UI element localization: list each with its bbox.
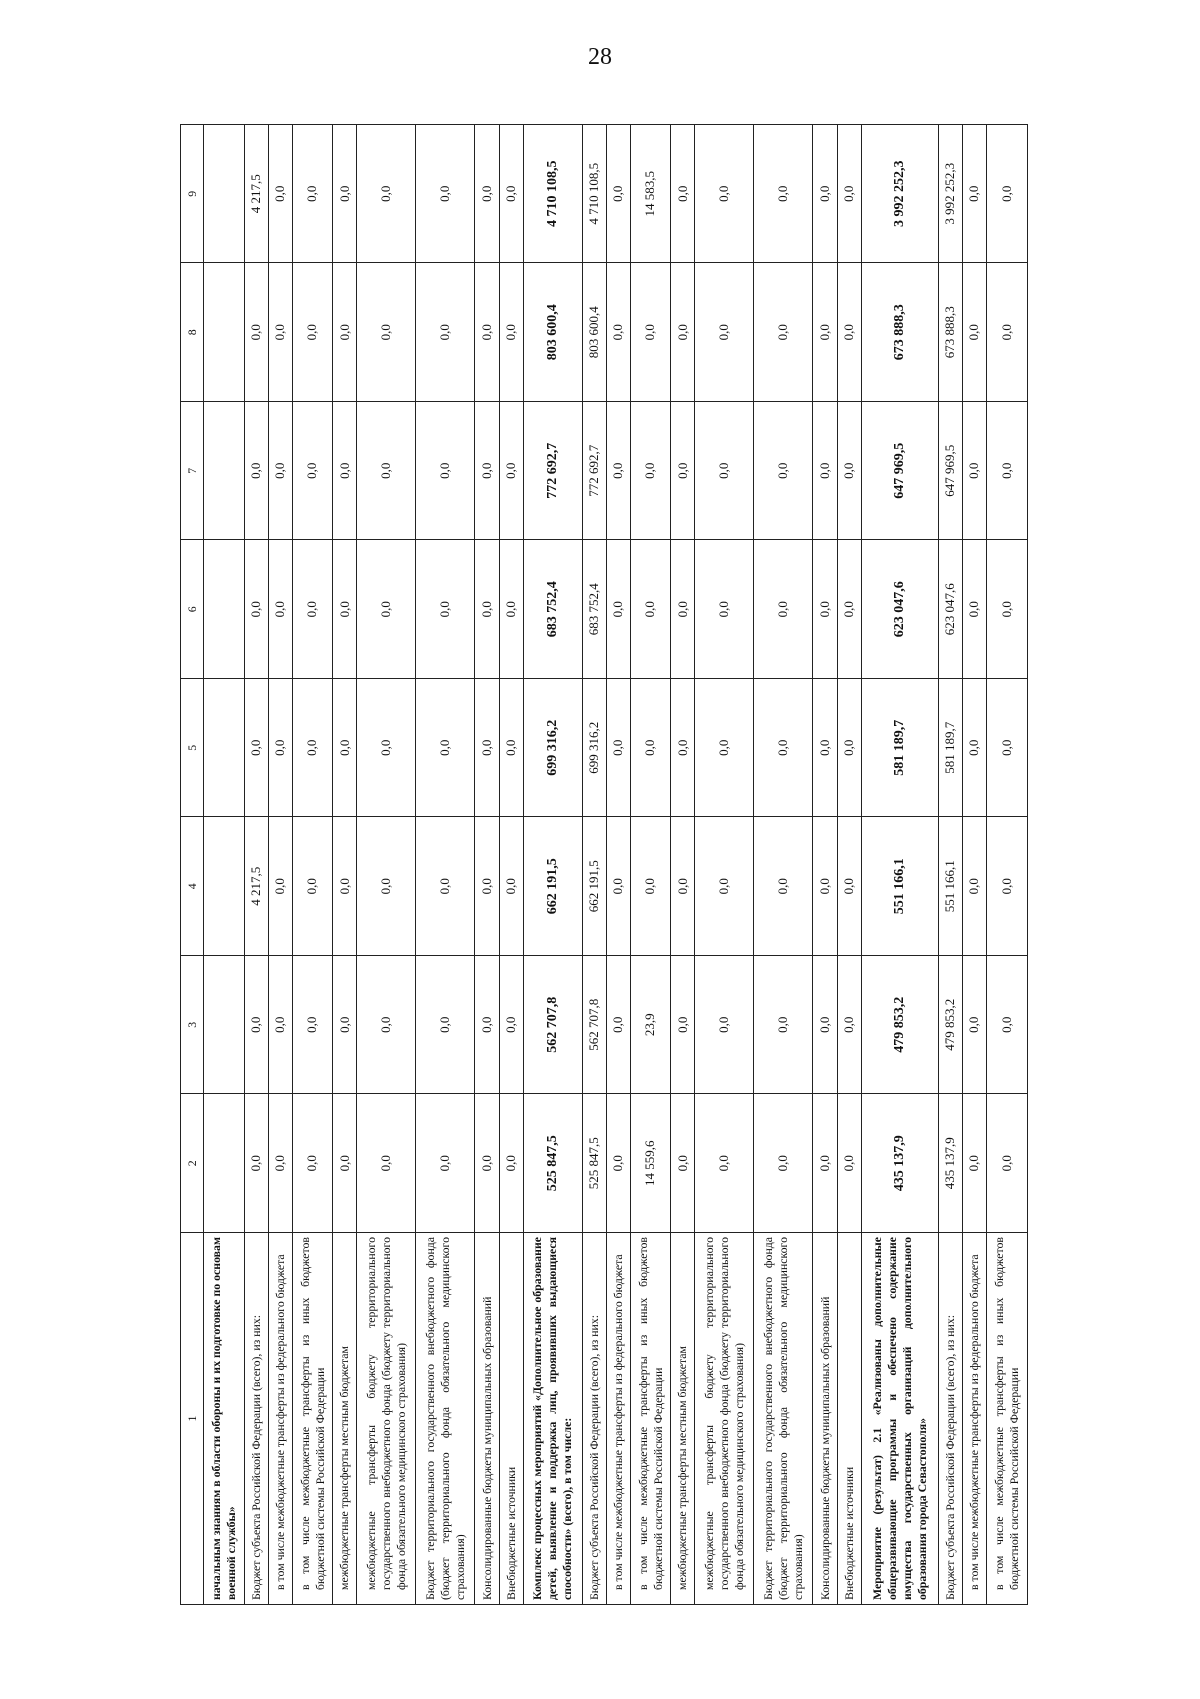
table-row — [523, 125, 582, 1605]
value-cell: 4 710 108,5 — [523, 125, 582, 264]
value-cell: 0,0 — [987, 956, 1028, 1095]
value-cell: 0,0 — [268, 817, 292, 956]
value-cell: 662 191,5 — [582, 817, 606, 956]
table-row — [606, 125, 630, 1605]
value-cell: 0,0 — [268, 679, 292, 818]
value-cell: 0,0 — [499, 263, 523, 402]
table-row — [939, 125, 963, 1605]
value-cell: 0,0 — [244, 679, 268, 818]
value-cell: 525 847,5 — [523, 1094, 582, 1233]
value-cell: 0,0 — [357, 817, 416, 956]
value-cell: 0,0 — [333, 125, 357, 264]
row-label: Внебюджетные источники — [499, 1233, 523, 1605]
value-cell: 581 189,7 — [861, 679, 938, 818]
column-header: 8 — [181, 263, 204, 402]
value-cell: 0,0 — [671, 1094, 695, 1233]
row-label: Бюджет субъекта Российской Федерации (всего), из них: — [244, 1233, 268, 1605]
value-cell: 0,0 — [333, 817, 357, 956]
table-row — [630, 125, 671, 1605]
value-cell: 0,0 — [630, 540, 671, 679]
table-row — [292, 125, 333, 1605]
value-cell: 0,0 — [357, 679, 416, 818]
value-cell: 562 707,8 — [523, 956, 582, 1095]
value-cell — [204, 402, 245, 541]
table-row — [333, 125, 357, 1605]
row-label: межбюджетные трансферты бюджету территориального государственного внебюджетного фонда (бюджету территориального фонда обязательного медицинского страхования) — [357, 1233, 416, 1605]
value-cell: 0,0 — [244, 540, 268, 679]
table-row — [475, 125, 499, 1605]
table-row — [244, 125, 268, 1605]
value-cell: 0,0 — [499, 679, 523, 818]
column-header: 4 — [181, 817, 204, 956]
value-cell: 0,0 — [987, 679, 1028, 818]
value-cell: 0,0 — [606, 263, 630, 402]
value-cell: 14 559,6 — [630, 1094, 671, 1233]
value-cell: 0,0 — [630, 817, 671, 956]
column-header: 6 — [181, 540, 204, 679]
value-cell: 581 189,7 — [939, 679, 963, 818]
value-cell: 0,0 — [333, 540, 357, 679]
value-cell: 699 316,2 — [523, 679, 582, 818]
value-cell: 0,0 — [357, 402, 416, 541]
column-header: 9 — [181, 125, 204, 264]
value-cell — [204, 263, 245, 402]
value-cell: 0,0 — [499, 540, 523, 679]
value-cell: 673 888,3 — [861, 263, 938, 402]
value-cell: 0,0 — [268, 1094, 292, 1233]
value-cell: 0,0 — [837, 679, 861, 818]
value-cell: 562 707,8 — [582, 956, 606, 1095]
value-cell: 0,0 — [695, 817, 754, 956]
value-cell: 803 600,4 — [582, 263, 606, 402]
value-cell: 0,0 — [671, 817, 695, 956]
table-row — [987, 125, 1028, 1605]
value-cell: 0,0 — [499, 956, 523, 1095]
value-cell: 479 853,2 — [939, 956, 963, 1095]
value-cell: 3 992 252,3 — [939, 125, 963, 264]
value-cell: 0,0 — [357, 263, 416, 402]
value-cell: 0,0 — [416, 817, 475, 956]
row-label: Консолидированные бюджеты муниципальных образований — [813, 1233, 837, 1605]
value-cell: 699 316,2 — [582, 679, 606, 818]
value-cell: 0,0 — [416, 540, 475, 679]
value-cell: 0,0 — [292, 125, 333, 264]
value-cell: 0,0 — [754, 817, 813, 956]
value-cell — [204, 817, 245, 956]
value-cell: 0,0 — [754, 402, 813, 541]
value-cell: 0,0 — [987, 1094, 1028, 1233]
value-cell: 0,0 — [244, 402, 268, 541]
table-row — [695, 125, 754, 1605]
page-number: 28 — [588, 44, 612, 70]
rotated-table-container — [180, 125, 1028, 1605]
row-label: Мероприятие (результат) 2.1 «Реализованы дополнительные общеразвивающие программы и обеспечено содержание имущества государственных организаций дополнительного образования города Севастополя» — [861, 1233, 938, 1605]
value-cell: 673 888,3 — [939, 263, 963, 402]
value-cell: 0,0 — [268, 540, 292, 679]
value-cell: 0,0 — [837, 125, 861, 264]
value-cell: 0,0 — [963, 1094, 987, 1233]
value-cell: 0,0 — [244, 1094, 268, 1233]
value-cell: 0,0 — [475, 402, 499, 541]
value-cell: 0,0 — [837, 956, 861, 1095]
budget-table — [180, 124, 1028, 1605]
value-cell: 0,0 — [813, 263, 837, 402]
value-cell: 0,0 — [695, 540, 754, 679]
value-cell: 0,0 — [695, 263, 754, 402]
value-cell: 0,0 — [499, 402, 523, 541]
value-cell: 0,0 — [987, 817, 1028, 956]
table-row — [499, 125, 523, 1605]
value-cell: 0,0 — [813, 540, 837, 679]
value-cell: 14 583,5 — [630, 125, 671, 264]
value-cell: 0,0 — [268, 956, 292, 1095]
value-cell: 0,0 — [357, 125, 416, 264]
value-cell: 0,0 — [987, 540, 1028, 679]
row-label: начальным знаниям в области обороны и их подготовке по основам военной службы» — [204, 1233, 245, 1605]
column-header: 5 — [181, 679, 204, 818]
value-cell: 0,0 — [416, 263, 475, 402]
value-cell: 623 047,6 — [939, 540, 963, 679]
value-cell: 0,0 — [963, 540, 987, 679]
value-cell: 0,0 — [695, 402, 754, 541]
value-cell: 0,0 — [754, 956, 813, 1095]
value-cell: 0,0 — [606, 679, 630, 818]
value-cell: 0,0 — [695, 125, 754, 264]
value-cell: 0,0 — [292, 956, 333, 1095]
value-cell: 0,0 — [754, 263, 813, 402]
value-cell: 0,0 — [357, 540, 416, 679]
value-cell: 0,0 — [837, 540, 861, 679]
value-cell — [204, 679, 245, 818]
value-cell: 3 992 252,3 — [861, 125, 938, 264]
value-cell: 0,0 — [754, 125, 813, 264]
value-cell: 551 166,1 — [939, 817, 963, 956]
row-label: в том числе межбюджетные трансферты из иных бюджетов бюджетной системы Российской Федерации — [292, 1233, 333, 1605]
value-cell: 0,0 — [754, 540, 813, 679]
value-cell: 647 969,5 — [939, 402, 963, 541]
value-cell: 551 166,1 — [861, 817, 938, 956]
value-cell: 0,0 — [499, 817, 523, 956]
row-label: в том числе межбюджетные трансферты из иных бюджетов бюджетной системы Российской Федерации — [987, 1233, 1028, 1605]
value-cell: 0,0 — [357, 1094, 416, 1233]
value-cell: 23,9 — [630, 956, 671, 1095]
table-row — [204, 125, 245, 1605]
value-cell: 4 710 108,5 — [582, 125, 606, 264]
value-cell: 0,0 — [630, 679, 671, 818]
value-cell: 0,0 — [671, 125, 695, 264]
value-cell: 0,0 — [963, 263, 987, 402]
table-row — [268, 125, 292, 1605]
value-cell: 0,0 — [292, 540, 333, 679]
value-cell: 435 137,9 — [861, 1094, 938, 1233]
value-cell: 0,0 — [813, 1094, 837, 1233]
value-cell: 4 217,5 — [244, 817, 268, 956]
value-cell: 0,0 — [333, 679, 357, 818]
value-cell: 0,0 — [837, 263, 861, 402]
value-cell: 0,0 — [963, 956, 987, 1095]
value-cell: 0,0 — [499, 125, 523, 264]
value-cell — [204, 540, 245, 679]
row-label: в том числе межбюджетные трансферты из иных бюджетов бюджетной системы Российской Федерации — [630, 1233, 671, 1605]
value-cell: 0,0 — [754, 679, 813, 818]
value-cell: 0,0 — [475, 817, 499, 956]
row-label: Комплекс процессных мероприятий «Дополнительное образование детей, выявление и поддержка лиц, проявивших выдающиеся способности» (всего), в том числе: — [523, 1233, 582, 1605]
value-cell: 0,0 — [837, 1094, 861, 1233]
value-cell: 0,0 — [837, 817, 861, 956]
value-cell — [204, 1094, 245, 1233]
value-cell: 0,0 — [292, 817, 333, 956]
value-cell: 772 692,7 — [523, 402, 582, 541]
value-cell: 0,0 — [475, 540, 499, 679]
value-cell — [204, 125, 245, 264]
value-cell: 0,0 — [963, 679, 987, 818]
value-cell — [204, 956, 245, 1095]
value-cell: 0,0 — [671, 540, 695, 679]
row-label: межбюджетные трансферты местным бюджетам — [333, 1233, 357, 1605]
value-cell: 772 692,7 — [582, 402, 606, 541]
column-header: 2 — [181, 1094, 204, 1233]
value-cell: 0,0 — [292, 679, 333, 818]
table-row — [963, 125, 987, 1605]
value-cell: 0,0 — [268, 263, 292, 402]
value-cell: 0,0 — [244, 263, 268, 402]
row-label: Внебюджетные источники — [837, 1233, 861, 1605]
table-row — [357, 125, 416, 1605]
value-cell: 0,0 — [606, 956, 630, 1095]
table-header-row — [181, 125, 204, 1605]
row-label: в том числе межбюджетные трансферты из федерального бюджета — [963, 1233, 987, 1605]
value-cell: 0,0 — [416, 679, 475, 818]
value-cell: 0,0 — [606, 540, 630, 679]
row-label: Бюджет субъекта Российской Федерации (всего), из них: — [939, 1233, 963, 1605]
row-label: в том числе межбюджетные трансферты из федерального бюджета — [606, 1233, 630, 1605]
value-cell: 0,0 — [268, 402, 292, 541]
value-cell: 0,0 — [987, 125, 1028, 264]
table-row — [813, 125, 837, 1605]
value-cell: 0,0 — [813, 817, 837, 956]
value-cell: 0,0 — [416, 956, 475, 1095]
value-cell: 683 752,4 — [523, 540, 582, 679]
value-cell: 0,0 — [671, 679, 695, 818]
value-cell: 0,0 — [695, 1094, 754, 1233]
value-cell: 0,0 — [416, 125, 475, 264]
value-cell: 0,0 — [813, 402, 837, 541]
value-cell: 0,0 — [606, 125, 630, 264]
column-header: 1 — [181, 1233, 204, 1605]
value-cell: 0,0 — [695, 956, 754, 1095]
value-cell: 0,0 — [333, 1094, 357, 1233]
value-cell: 0,0 — [813, 125, 837, 264]
value-cell: 0,0 — [671, 263, 695, 402]
value-cell: 0,0 — [837, 402, 861, 541]
value-cell: 803 600,4 — [523, 263, 582, 402]
value-cell: 0,0 — [671, 956, 695, 1095]
column-header: 3 — [181, 956, 204, 1095]
value-cell: 0,0 — [630, 402, 671, 541]
value-cell: 662 191,5 — [523, 817, 582, 956]
value-cell: 0,0 — [606, 817, 630, 956]
value-cell: 683 752,4 — [582, 540, 606, 679]
value-cell: 0,0 — [963, 817, 987, 956]
value-cell: 0,0 — [268, 125, 292, 264]
value-cell: 0,0 — [475, 263, 499, 402]
table-row — [837, 125, 861, 1605]
table-row — [416, 125, 475, 1605]
table-row — [671, 125, 695, 1605]
value-cell: 0,0 — [963, 402, 987, 541]
value-cell: 0,0 — [292, 402, 333, 541]
value-cell: 479 853,2 — [861, 956, 938, 1095]
value-cell: 0,0 — [475, 1094, 499, 1233]
table-body — [204, 125, 1028, 1605]
value-cell: 4 217,5 — [244, 125, 268, 264]
value-cell: 0,0 — [987, 263, 1028, 402]
value-cell: 0,0 — [475, 956, 499, 1095]
value-cell: 0,0 — [963, 125, 987, 264]
row-label: в том числе межбюджетные трансферты из федерального бюджета — [268, 1233, 292, 1605]
value-cell: 0,0 — [754, 1094, 813, 1233]
value-cell: 0,0 — [292, 1094, 333, 1233]
table-row — [754, 125, 813, 1605]
value-cell: 0,0 — [333, 402, 357, 541]
value-cell: 0,0 — [333, 956, 357, 1095]
value-cell: 647 969,5 — [861, 402, 938, 541]
column-header: 7 — [181, 402, 204, 541]
value-cell: 0,0 — [292, 263, 333, 402]
value-cell: 0,0 — [416, 402, 475, 541]
value-cell: 0,0 — [606, 402, 630, 541]
value-cell: 525 847,5 — [582, 1094, 606, 1233]
row-label: Бюджет субъекта Российской Федерации (всего), из них: — [582, 1233, 606, 1605]
value-cell: 0,0 — [357, 956, 416, 1095]
table-row — [861, 125, 938, 1605]
value-cell: 0,0 — [987, 402, 1028, 541]
value-cell: 0,0 — [333, 263, 357, 402]
value-cell: 0,0 — [499, 1094, 523, 1233]
value-cell: 0,0 — [813, 956, 837, 1095]
value-cell: 0,0 — [475, 125, 499, 264]
value-cell: 0,0 — [475, 679, 499, 818]
value-cell: 0,0 — [695, 679, 754, 818]
value-cell: 0,0 — [416, 1094, 475, 1233]
value-cell: 0,0 — [630, 263, 671, 402]
row-label: межбюджетные трансферты местным бюджетам — [671, 1233, 695, 1605]
value-cell: 0,0 — [813, 679, 837, 818]
table-row — [582, 125, 606, 1605]
value-cell: 0,0 — [671, 402, 695, 541]
value-cell: 0,0 — [244, 956, 268, 1095]
value-cell: 435 137,9 — [939, 1094, 963, 1233]
value-cell: 623 047,6 — [861, 540, 938, 679]
value-cell: 0,0 — [606, 1094, 630, 1233]
row-label: Консолидированные бюджеты муниципальных образований — [475, 1233, 499, 1605]
row-label: Бюджет территориального государственного внебюджетного фонда (бюджет территориального фонда обязательного медицинского страхования) — [416, 1233, 475, 1605]
row-label: межбюджетные трансферты бюджету территориального государственного внебюджетного фонда (бюджету территориального фонда обязательного медицинского страхования) — [695, 1233, 754, 1605]
row-label: Бюджет территориального государственного внебюджетного фонда (бюджет территориального фонда обязательного медицинского страхования) — [754, 1233, 813, 1605]
